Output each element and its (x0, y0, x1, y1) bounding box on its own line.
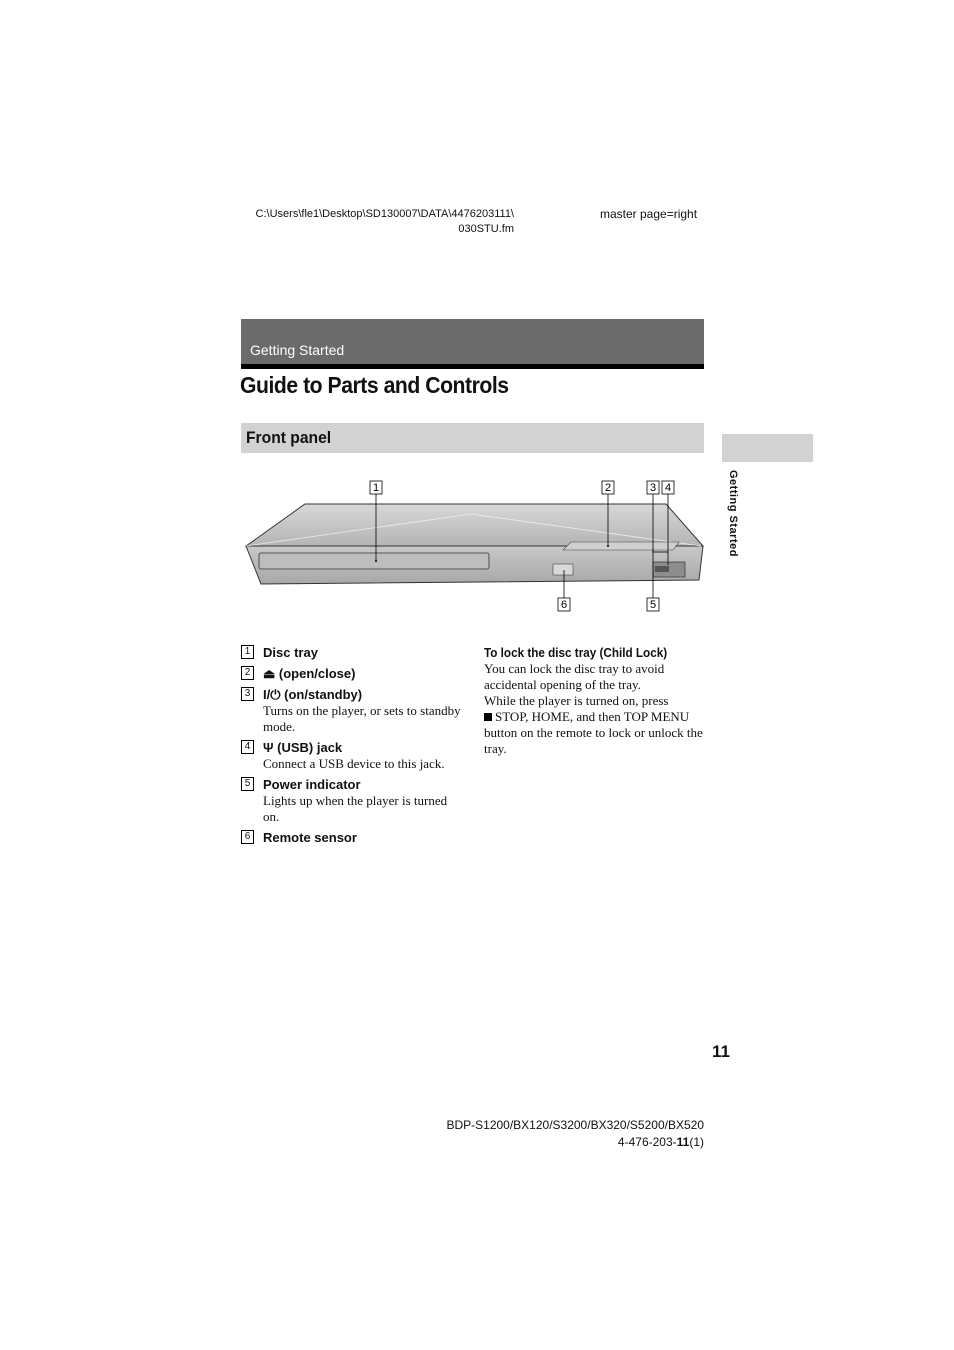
child-lock-line2: While the player is turned on, press (484, 693, 669, 708)
child-lock-text (484, 661, 706, 757)
part-code-suffix: (1) (689, 1135, 704, 1149)
parts-list (241, 644, 466, 850)
callout-2: 2 (604, 482, 612, 494)
master-page-label: master page=right (600, 207, 698, 221)
callout-6: 6 (560, 599, 568, 611)
front-panel-diagram (241, 470, 704, 620)
footer-model (400, 1117, 704, 1151)
list-item (241, 829, 466, 846)
child-lock-section (484, 644, 706, 757)
open-close-button (607, 545, 609, 547)
page-number: 11 (712, 1042, 730, 1061)
item-description: Lights up when the player is turned on. (263, 793, 448, 824)
item-number: 3 (241, 687, 254, 701)
item-title: Power indicator (263, 777, 361, 792)
item-description: Turns on the player, or sets to standby mode. (263, 703, 461, 734)
section-label: Getting Started (250, 342, 345, 358)
part-code-prefix: 4-476-203- (617, 1135, 677, 1149)
subheading-bar (241, 423, 704, 453)
side-tab (722, 434, 813, 462)
list-item (241, 686, 466, 735)
side-tab-label: Getting Started (727, 470, 739, 557)
subheading: Front panel (246, 428, 332, 447)
item-number: 2 (241, 666, 254, 680)
list-item (241, 776, 466, 825)
remote-sensor (553, 564, 573, 575)
item-number: 4 (241, 740, 254, 754)
child-lock-title: To lock the disc tray (Child Lock) (484, 645, 668, 660)
item-number: 1 (241, 645, 254, 659)
item-description: Connect a USB device to this jack. (263, 756, 445, 771)
item-title: I/⏻ (on/standby) (263, 687, 363, 702)
stop-icon (484, 713, 492, 721)
part-code (400, 1134, 704, 1151)
item-title: Remote sensor (263, 830, 357, 845)
callout-4: 4 (664, 482, 672, 494)
child-lock-line3: STOP, HOME, and then TOP MENU button on the remote to lock or unlock the tray. (484, 709, 703, 756)
item-title: ⏏ (open/close) (263, 666, 356, 681)
page-title: Guide to Parts and Controls (240, 372, 509, 398)
disc-tray (259, 553, 489, 569)
part-code-bold: 11 (676, 1135, 690, 1149)
child-lock-line1: You can lock the disc tray to avoid accidental opening of the tray. (484, 661, 665, 692)
list-item (241, 644, 466, 661)
item-title: Disc tray (263, 645, 318, 660)
callout-1: 1 (372, 482, 380, 494)
item-number: 5 (241, 777, 254, 791)
child-lock-line3-wrap (484, 709, 706, 757)
item-number: 6 (241, 830, 254, 844)
control-strip (563, 542, 679, 550)
file-path-line2: 030STU.fm (458, 223, 514, 235)
model-list: BDP-S1200/BX120/S3200/BX320/S5200/BX520 (446, 1118, 704, 1132)
list-item (241, 739, 466, 772)
section-banner (241, 319, 704, 369)
list-item (241, 665, 466, 682)
callout-3: 3 (649, 482, 657, 494)
file-path-line1: C:\Users\fle1\Desktop\SD130007\DATA\4476203111\ (255, 208, 514, 220)
file-path (246, 207, 514, 237)
item-title: Ψ (USB) jack (263, 740, 343, 755)
callout-5: 5 (649, 599, 657, 611)
